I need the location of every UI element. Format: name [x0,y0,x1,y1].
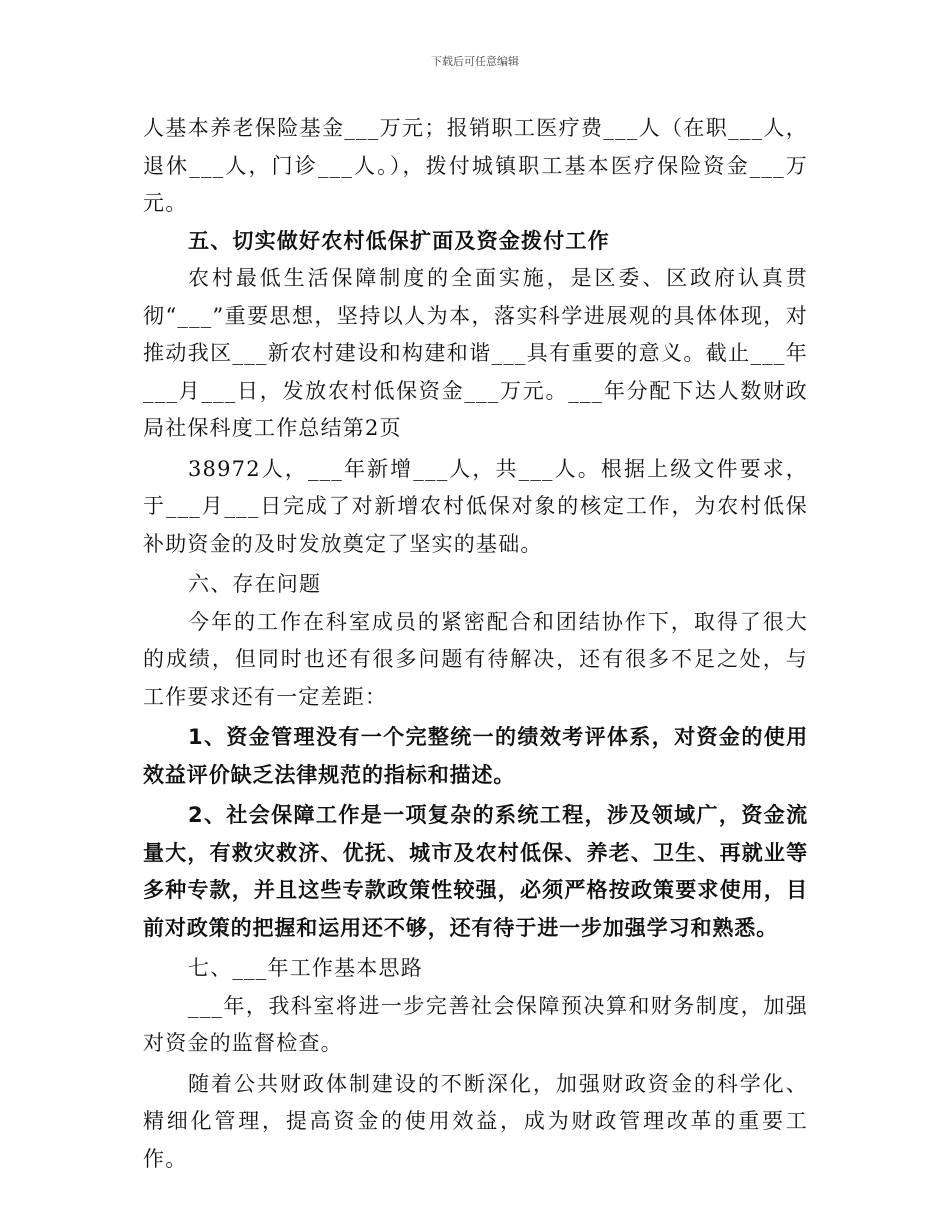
page-header-note: 下载后可任意编辑 [431,55,519,68]
paragraph-problem-1: 1、资金管理没有一个完整统一的绩效考评体系，对资金的使用效益评价缺乏法律规范的指标和描述。 [143,725,808,787]
paragraph-finance-reform: 随着公共财政体制建设的不断深化，加强财政资金的科学化、精细化管理，提高资金的使用效益，成为财政管理改革的重要工作。 [143,1071,808,1171]
paragraph-next-year-plan: ___年，我科室将进一步完善社会保障预决算和财务制度，加强对资金的监督检查。 [143,993,808,1055]
section-heading-6: 六、存在问题 [188,572,322,596]
paragraph-rural-count: 38972人，___年新增___人，共___人。根据上级文件要求，于___月___日完成了对新增农村低保对象的核定工作，为农村低保补助资金的及时发放奠定了坚实的基础。 [143,456,808,556]
paragraph-problem-2: 2、社会保障工作是一项复杂的系统工程，涉及领域广，资金流量大，有救灾救济、优抚、城市及农村低保、养老、卫生、再就业等多种专款，并且这些专款政策性较强，必须严格按政策要求使用，目前对政策的把握和运用还不够，还有待于进一步加强学习和熟悉。 [143,803,808,940]
section-heading-7: 七、___年工作基本思路 [188,956,423,980]
document-body [143,110,808,1178]
section-heading-5: 五、切实做好农村低保扩面及资金拨付工作 [188,228,610,253]
paragraph-rural-subsistence: 农村最低生活保障制度的全面实施，是区委、区政府认真贯彻“___”重要思想，坚持以人为本，落实科学进展观的具体体现，对推动我区___新农村建设和构建和谐___具有重要的意义。截止___年___月___日，发放农村低保资金___万元。___年分配下达人数财政局社保科度工作总结第2页 [143,266,808,440]
paragraph-problems-intro: 今年的工作在科室成员的紧密配合和团结协作下，取得了很大的成绩，但同时也还有很多问题有待解决，还有很多不足之处，与工作要求还有一定差距： [143,609,808,709]
paragraph-insurance-summary: 人基本养老保险基金___万元；报销职工医疗费___人（在职___人，退休___人，门诊___人。），拨付城镇职工基本医疗保险资金___万元。 [143,116,808,215]
